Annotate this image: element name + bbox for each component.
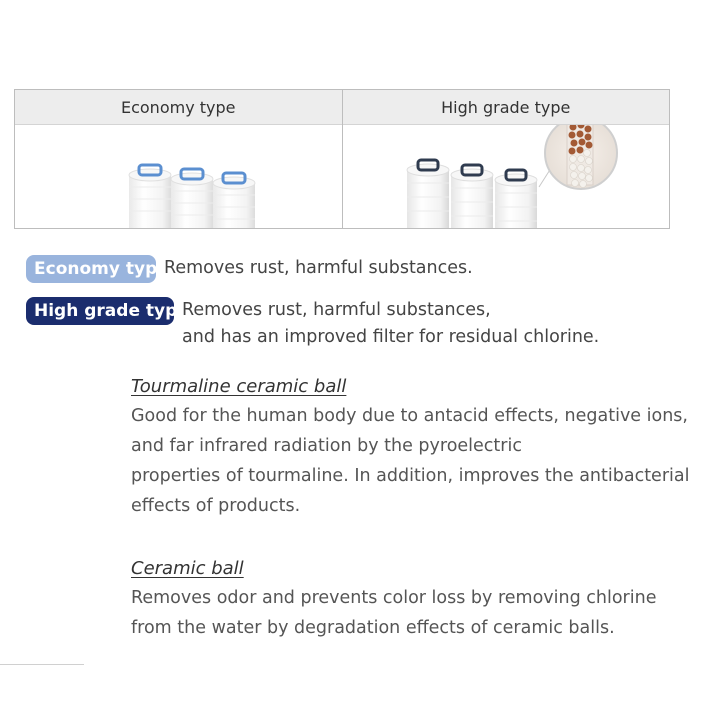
high-grade-type-description	[182, 297, 599, 351]
high-grade-filter-cartridge	[451, 165, 493, 228]
economy-type-badge: Economy type	[26, 255, 156, 283]
economy-filter-cartridge	[129, 165, 171, 228]
tourmaline-text-line: effects of products.	[131, 496, 301, 516]
economy-panel	[15, 90, 342, 228]
economy-filter-cartridge	[213, 173, 255, 228]
tourmaline-text-line: Good for the human body due to antacid effects, negative ions,	[131, 406, 688, 426]
ceramic-ball-section	[131, 555, 711, 643]
economy-type-row	[26, 255, 473, 283]
high-grade-filter-cartridge	[495, 170, 537, 228]
divider	[0, 664, 84, 665]
high-grade-filter-cartridge	[407, 160, 449, 228]
ceramic-section-title: Ceramic ball	[131, 558, 244, 579]
tourmaline-text-line: and far infrared radiation by the pyroelectric	[131, 436, 522, 456]
tourmaline-text-line: properties of tourmaline. In addition, improves the antibacterial	[131, 466, 690, 486]
ceramic-ball-zoom-callout	[539, 125, 617, 189]
high-grade-filters-image	[343, 125, 670, 228]
ceramic-text-line: from the water by degradation effects of ceramic balls.	[131, 618, 615, 638]
tourmaline-section-title: Tourmaline ceramic ball	[131, 376, 347, 397]
economy-filters-image	[15, 125, 342, 228]
high-grade-description-line: Removes rust, harmful substances,	[182, 300, 491, 320]
high-grade-description-line: and has an improved filter for residual chlorine.	[182, 327, 600, 347]
economy-filter-cartridge	[171, 169, 213, 228]
high-grade-type-row	[26, 297, 599, 351]
economy-type-description: Removes rust, harmful substances.	[164, 258, 473, 278]
tourmaline-ceramic-ball-section	[131, 373, 711, 521]
filter-comparison-table	[14, 89, 670, 229]
high-grade-panel-header: High grade type	[343, 90, 670, 125]
high-grade-type-badge: High grade type	[26, 297, 174, 325]
economy-panel-header: Economy type	[15, 90, 342, 125]
ceramic-text-line: Removes odor and prevents color loss by removing chlorine	[131, 588, 657, 608]
high-grade-panel	[342, 90, 670, 228]
